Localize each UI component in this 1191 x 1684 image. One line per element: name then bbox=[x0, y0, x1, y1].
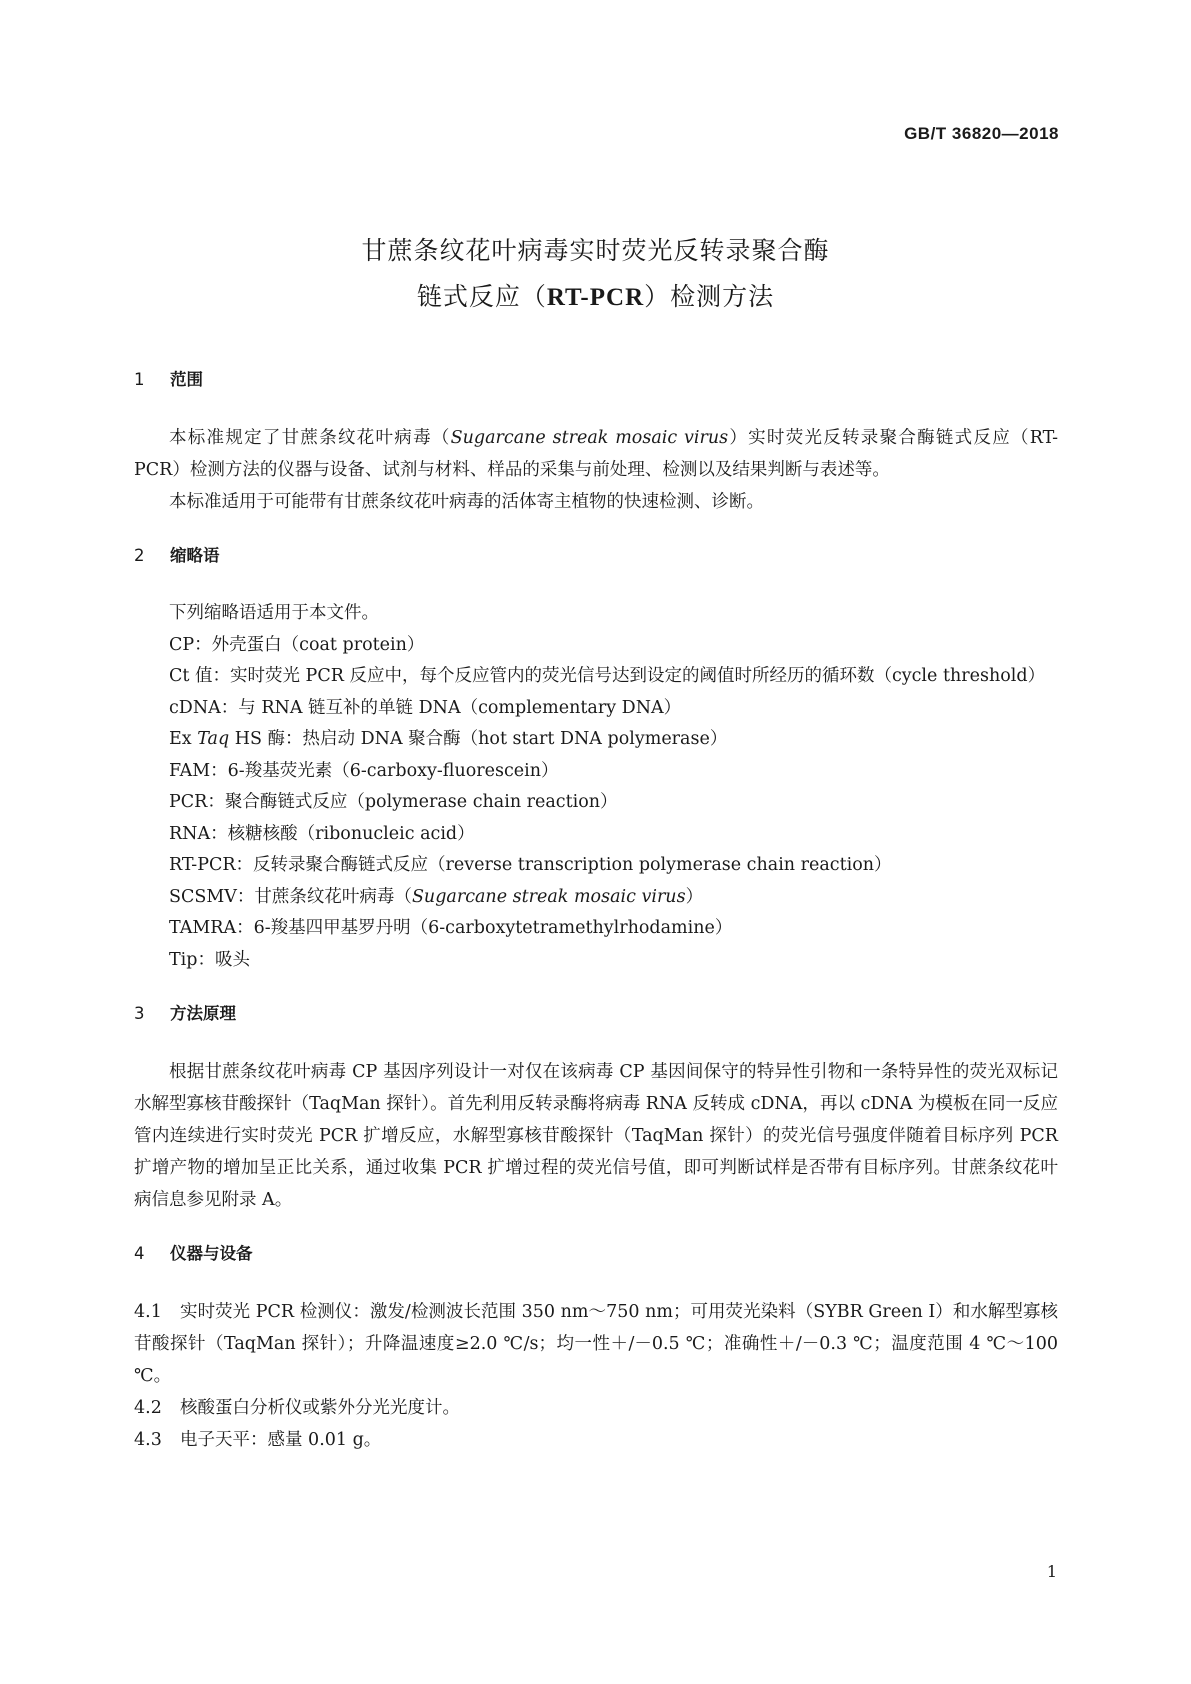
section-3-number: 3 bbox=[134, 1004, 145, 1023]
item-4-2 bbox=[134, 1392, 1058, 1424]
abbr-tamra: TAMRA：6-羧基四甲基罗丹明（6-carboxytetramethylrhodamine） bbox=[169, 918, 733, 938]
abbr-ex-a: Ex bbox=[169, 729, 198, 749]
item-4-2-number: 4.2 bbox=[134, 1398, 162, 1418]
abbr-cp: CP：外壳蛋白（coat protein） bbox=[169, 634, 425, 655]
abbr-rna: RNA：核糖核酸（ribonucleic acid） bbox=[169, 823, 475, 844]
abbr-fam: FAM：6-羧基荧光素（6-carboxy-fluorescein） bbox=[169, 760, 559, 781]
title-line-2-suffix: ）检测方法 bbox=[644, 282, 775, 311]
section-4-number: 4 bbox=[134, 1244, 145, 1263]
abbr-scsmv bbox=[134, 882, 1058, 914]
section-1-title: 范围 bbox=[170, 370, 203, 389]
section-1-p1-text-b: ）实时荧光反转录聚合酶链式反应（RT-PCR）检测方法的仪器与设备、试剂与材料、样品的采集与前处理、检测以及结果判断与表述等。 bbox=[134, 428, 1058, 480]
section-4-heading bbox=[134, 1242, 1058, 1266]
standard-code: GB/T 36820—2018 bbox=[904, 124, 1059, 143]
section-1-number: 1 bbox=[134, 370, 145, 389]
section-1-p1-text-a: 本标准规定了甘蔗条纹花叶病毒（ bbox=[169, 428, 451, 448]
section-3-title: 方法原理 bbox=[170, 1004, 236, 1023]
title-line-1: 甘蔗条纹花叶病毒实时荧光反转录聚合酶 bbox=[361, 236, 830, 265]
abbr-scsmv-b: ） bbox=[685, 886, 704, 907]
item-4-2-text: 核酸蛋白分析仪或紫外分光光度计。 bbox=[180, 1398, 460, 1418]
abbr-ex-italic: Taq bbox=[197, 729, 230, 749]
item-4-3-number: 4.3 bbox=[134, 1430, 162, 1450]
document-body bbox=[134, 368, 1058, 1456]
abbr-cdna: cDNA：与 RNA 链互补的单链 DNA（complementary DNA） bbox=[169, 697, 682, 718]
abbr-scsmv-italic: Sugarcane streak mosaic virus bbox=[411, 886, 686, 907]
section-1-paragraph-2: 本标准适用于可能带有甘蔗条纹花叶病毒的活体寄主植物的快速检测、诊断。 bbox=[169, 492, 764, 512]
item-4-1-number: 4.1 bbox=[134, 1302, 162, 1322]
item-4-3 bbox=[134, 1424, 1058, 1456]
abbr-pcr: PCR：聚合酶链式反应（polymerase chain reaction） bbox=[169, 792, 618, 812]
section-2-number: 2 bbox=[134, 546, 145, 565]
section-2-heading bbox=[134, 544, 1058, 568]
abbr-rt-pcr: RT-PCR：反转录聚合酶链式反应（reverse transcription polymerase chain reaction） bbox=[169, 855, 892, 875]
section-1-p1-italic: Sugarcane streak mosaic virus bbox=[450, 428, 729, 448]
abbr-intro: 下列缩略语适用于本文件。 bbox=[169, 603, 379, 623]
item-4-1-text: 实时荧光 PCR 检测仪：激发/检测波长范围 350 nm～750 nm；可用荧光染料（SYBR Green I）和水解型寡核苷酸探针（TaqMan 探针）；升降温速度≥2.0 ℃/s；均一性＋/－0.5 ℃；准确性＋/－0.3 ℃；温度范围 4 ℃～100 ℃。 bbox=[134, 1302, 1058, 1386]
abbr-scsmv-a: SCSMV：甘蔗条纹花叶病毒（ bbox=[169, 886, 412, 907]
title-line-2-prefix: 链式反应（ bbox=[416, 282, 547, 311]
item-4-3-text: 电子天平：感量 0.01 g。 bbox=[180, 1430, 382, 1450]
abbr-ct: Ct 值：实时荧光 PCR 反应中，每个反应管内的荧光信号达到设定的阈值时所经历的循环数（cycle threshold） bbox=[169, 666, 1046, 686]
item-4-1 bbox=[134, 1296, 1058, 1392]
section-3-paragraph-1: 根据甘蔗条纹花叶病毒 CP 基因序列设计一对仅在该病毒 CP 基因间保守的特异性引物和一条特异性的荧光双标记水解型寡核苷酸探针（TaqMan 探针）。首先利用反转录酶将病毒 RNA 反转成 cDNA，再以 cDNA 为模板在同一反应管内连续进行实时荧光 PCR 扩增反应，水解型寡核苷酸探针（TaqMan 探针）的荧光信号强度伴随着目标序列 PCR 扩增产物的增加呈正比关系，通过收集 PCR 扩增过程的荧光信号值，即可判断试样是否带有目标序列。甘蔗条纹花叶病信息参见附录 A。 bbox=[134, 1062, 1058, 1210]
section-3-heading bbox=[134, 1002, 1058, 1026]
title-line-2-bold: RT-PCR bbox=[546, 284, 645, 311]
section-2-title: 缩略语 bbox=[170, 546, 220, 565]
abbr-ex-taq bbox=[134, 724, 1058, 756]
section-4-title: 仪器与设备 bbox=[170, 1244, 253, 1263]
section-1-heading bbox=[134, 368, 1058, 392]
section-1-paragraph-1 bbox=[134, 422, 1058, 486]
abbr-tip: Tip：吸头 bbox=[169, 949, 250, 970]
title-line-2 bbox=[0, 274, 1191, 321]
document-title bbox=[0, 228, 1191, 321]
abbr-ex-b: HS 酶：热启动 DNA 聚合酶（hot start DNA polymerase） bbox=[229, 729, 728, 749]
